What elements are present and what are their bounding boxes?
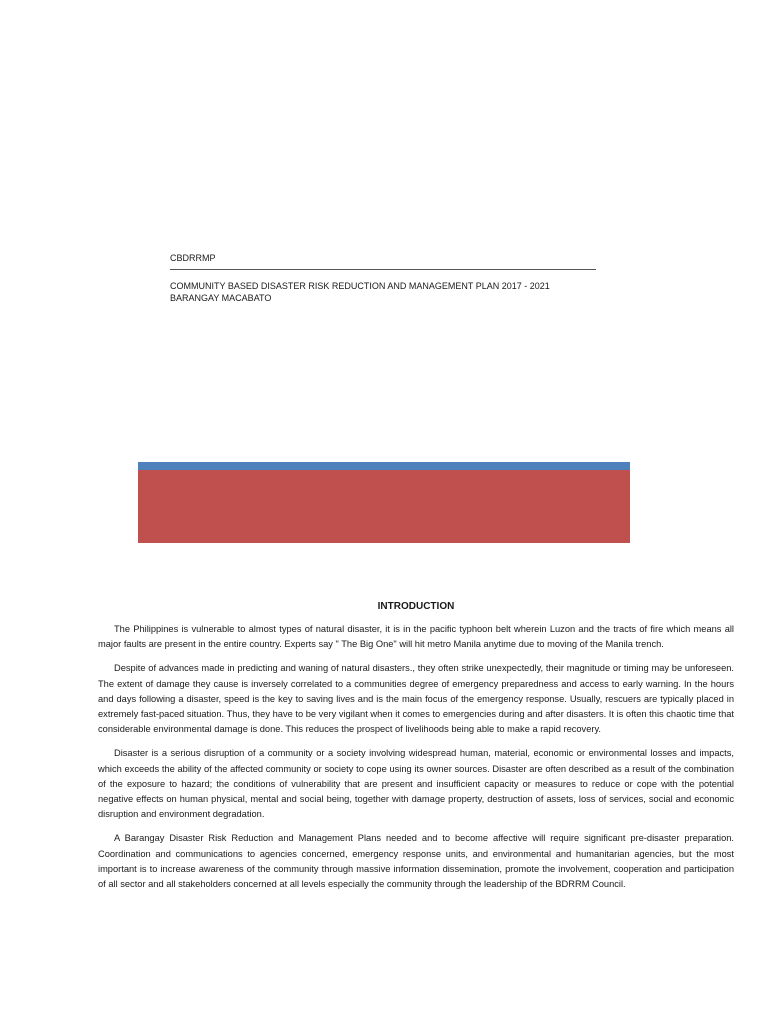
document-code: CBDRRMP	[170, 253, 216, 263]
banner-red-block	[138, 470, 630, 543]
banner-blue-stripe	[138, 462, 630, 470]
paragraph: A Barangay Disaster Risk Reduction and Management Plans needed and to become affective will require significant pre-disaster preparation. Coordination and communications to agencies concerned, emergency response units, and environmental and humanitarian agencies, but the most important is to increase awareness of the community through massive information dissemination, promote the involvement, cooperation and participation of all sector and all stakeholders concerned at all levels especially the community through the leadership of the BDRRM Council.	[98, 833, 734, 890]
introduction-section	[98, 600, 734, 901]
document-header	[170, 253, 596, 304]
document-subtitle: BARANGAY MACABATO	[170, 293, 272, 303]
paragraph: Despite of advances made in predicting and waning of natural disasters., they often strike unexpectedly, their magnitude or timing may be unforeseen. The extent of damage they cause is inversely correlated to a communities degree of emergency preparedness and access to early warning. In the hours and days following a disaster, speed is the key to saving lives and is the main focus of the emergency response. Usually, rescuers are typically placed in extremely fast-paced situation. Thus, they have to be very vigilant when it comes to emergencies during and after disasters. It is often this chaotic time that considerable environmental damage is done. This reduces the prospect of livelihoods being able to make a rapid recovery.	[98, 663, 734, 735]
introduction-heading: INTRODUCTION	[377, 601, 455, 612]
color-banner	[138, 462, 630, 543]
paragraph: Disaster is a serious disruption of a community or a society involving widespread human, material, economic or environmental losses and impacts, which exceeds the ability of the affected community or society to cope using its owner sources. Disaster are often described as a result of the combination of the exposure to hazard; the conditions of vulnerability that are present and insufficient capacity or measures to reduce or cope with the potential negative effects on human physical, mental and social being, together with damage property, destruction of assets, loss of services, social and economic disruption and environment degradation.	[98, 748, 734, 820]
header-divider	[170, 269, 596, 270]
document-title: COMMUNITY BASED DISASTER RISK REDUCTION AND MANAGEMENT PLAN 2017 - 2021	[170, 281, 550, 291]
paragraph: The Philippines is vulnerable to almost types of natural disaster, it is in the pacific typhoon belt wherein Luzon and the tracts of fire which means all major faults are present in the entire country. Experts say " The Big One" will hit metro Manila anytime due to moving of the Manila trench.	[98, 624, 734, 650]
